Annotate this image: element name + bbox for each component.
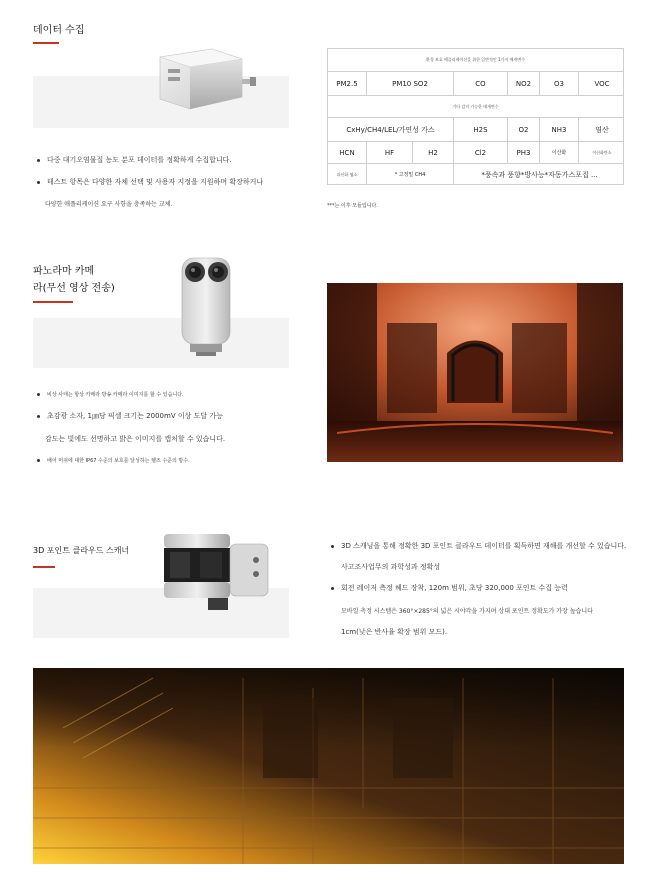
section2-continuation: 감도는 빛에도 선명하고 밝은 이미지를 캡처할 수 있습니다. [45, 435, 226, 443]
table-row [328, 71, 623, 95]
panorama-title-line-1: 파노라마 카메 [33, 266, 95, 277]
device-band [33, 318, 289, 368]
table-cell: O3 [539, 72, 578, 95]
table-header-1: 환경 보호 애플리케이션을 위한 일반적인 1가지 매개변수 [425, 57, 526, 62]
section1-bullet-1: 다중 대기오염물질 농도 분포 데이터를 정확하게 수집합니다. [37, 156, 232, 165]
bullet-dot [37, 393, 40, 396]
bullet-dot [331, 545, 334, 548]
section3-line-2: 사고조사업무의 과학성과 정확성 [341, 563, 441, 571]
table-cell: VOC [578, 72, 625, 95]
table-row [328, 163, 623, 185]
table-cell: PH3 [507, 142, 539, 163]
section1-bullet-2: 테스트 항목은 다양한 자체 선택 및 사용자 지정을 지원하며 확장하거나 [37, 178, 263, 187]
table-cell: CxHy/CH4/LEL/가연성 가스 [346, 125, 435, 134]
panoramic-camera-image [176, 250, 236, 358]
table-row [328, 49, 623, 71]
table-cell: H2S [453, 118, 507, 141]
title-underline [33, 301, 73, 303]
bullet-dot [331, 587, 334, 590]
parameters-table [327, 48, 624, 185]
table-cell: *풍속과 풍향*방사능*자동가스포집 ... [453, 164, 625, 185]
section2-bullet-2: 초감광 소자, 1㎛당 픽셀 크기는 2000mV 이상 도달 가능 [37, 412, 223, 421]
section3-line-4: 모바일 측정 시스템은 360°×285°의 넓은 시야각을 가지며 상대 포인트 정확도가 가장 높습니다 [341, 608, 593, 615]
data-collection-title: 데이터 수집 [33, 25, 85, 36]
table-cell: PM2.5 [336, 79, 358, 88]
gas-sensor-device-image [150, 45, 260, 117]
bullet-dot [37, 459, 40, 462]
point-cloud-scan-image [33, 668, 624, 864]
table-cell: HCN [339, 148, 355, 157]
title-underline [33, 42, 59, 44]
panorama-tunnel-photo [327, 283, 623, 462]
title-underline [33, 566, 55, 568]
table-cell: Cl2 [453, 142, 507, 163]
lidar-scanner-image [160, 524, 275, 616]
table-row [328, 117, 623, 141]
table-cell: * 고정밀 CH4 [366, 164, 453, 185]
section2-bullet-1: 비상 사태는 항상 카메라 방송 카메라 이미지를 할 수 있습니다. [37, 392, 184, 399]
table-cell: H2 [412, 142, 453, 163]
table-row [328, 95, 623, 117]
table-header-2: 기타 감지 가능한 매개변수 [452, 103, 499, 109]
section3-bullet-2: 회전 레이저 측정 헤드 장착, 120m 범위, 초당 320,000 포인트 수집 능력 [331, 584, 568, 593]
section2-bullet-3: 배어 머쉬에 대한 IP67 수준의 보호를 달성하는 헬즈 수준의 방수. [37, 458, 190, 465]
section1-continuation: 다양한 애플리케이션 요구 사항을 충족하는 교체. [45, 201, 173, 208]
bullet-dot [37, 415, 40, 418]
table-cell: NH3 [539, 118, 578, 141]
table-row [328, 141, 623, 163]
table-cell: O2 [507, 118, 539, 141]
table-cell: NO2 [507, 72, 539, 95]
table-cell: CO [453, 72, 507, 95]
bullet-dot [37, 159, 40, 162]
bullet-dot [37, 181, 40, 184]
panorama-title-line-2: 라(무선 영상 전송) [33, 283, 115, 294]
table-cell: 과산화 염소 [336, 171, 358, 177]
table-footnote: ***는 이후 모듈입니다. [327, 203, 378, 209]
table-cell: PM10 SO2 [366, 72, 453, 95]
scanner-title: 3D 포인트 클라우드 스캐너 [33, 546, 130, 555]
section3-line-5: 1cm(낮은 반사율 확장 범위 모드). [341, 628, 448, 636]
section3-bullet-1: 3D 스캐닝을 통해 정확한 3D 포인트 클라우드 데이터를 획득하면 재해를 개선할 수 있습니다. [331, 542, 626, 551]
table-cell: HF [366, 142, 412, 163]
table-cell: 이산화 [539, 142, 578, 163]
table-cell: 염산 [578, 118, 625, 141]
table-cell: 이산화탄소 [578, 142, 625, 163]
